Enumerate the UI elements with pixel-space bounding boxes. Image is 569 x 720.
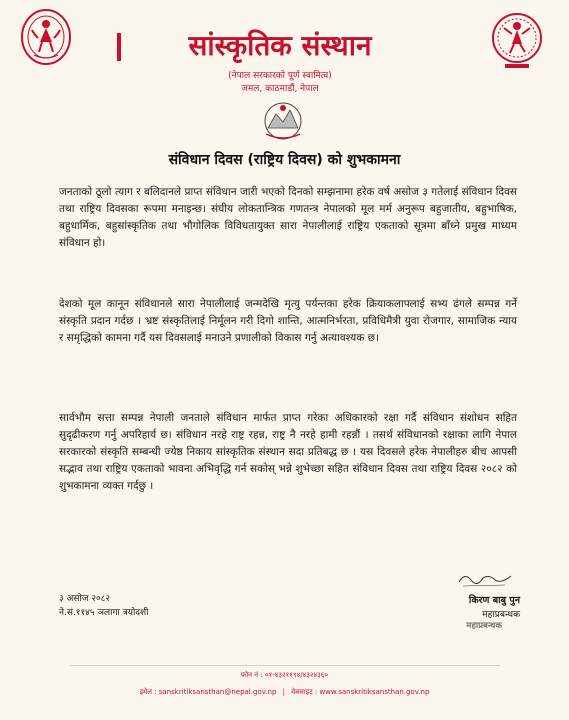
body-paragraph-1: जनताको ठूलो त्याग र बलिदानले प्राप्त संविधान जारी भएको दिनको सम्झनामा हरेक वर्ष असोज ३ गतेलाई संविधान दिवस तथा राष्ट्रिय दिवसका रूपमा मनाइन्छ। संघीय लोकतान्त्रिक गणतन्त्र नेपालको मूल मर्म अनुरूप बहुजातीय, बहुभाषिक, बहुधार्मिक, बहुसांस्कृतिक तथा भौगोलिक विविधतायुक्त सारा नेपालीलाई राष्ट्रिय एकताको सूत्रमा बाँध्ने प्रमुख माध्यम संविधान हो। (59, 186, 517, 249)
notice-title: संविधान दिवस (राष्ट्रिय दिवस) को शुभकामना (168, 152, 401, 168)
official-stamp: महाप्रबन्धक (466, 621, 502, 631)
footer-separator: | (282, 688, 285, 696)
issue-date: ३ असोज २०८२ (59, 594, 111, 604)
organization-name: सांस्कृतिक संस्थान (188, 29, 372, 62)
signer-title: महाप्रबन्धक (482, 610, 520, 620)
footer-divider (70, 665, 500, 666)
nepal-sambat-date: ने.सं.११४५ ञलागा त्रयोदशी (59, 608, 149, 618)
footer-email[interactable]: इमेल : sanskritiksansthan@nepal.gov.np (139, 688, 277, 696)
organization-subtitle: (नेपाल सरकारको पूर्ण स्वामित्व) (228, 71, 332, 81)
footer-website[interactable]: वेबसाइट : www.sanskritiksansthan.gov.np (291, 688, 430, 696)
body-paragraph-2: देशको मूल कानून संविधानले सारा नेपालीलाई जन्मदेखि मृत्यु पर्यन्तका हरेक क्रियाकलापलाई सभ्य ढंगले सम्पन्न गर्ने संस्कृति प्रदान गर्दछ । भ्रष्ट संस्कृतिलाई निर्मूलन गरी दिगो शान्ति, आत्मनिर्भरता, प्रविधिमैत्री युवा रोजगार, सामाजिक न्याय र समृद्धिको कामना गर्दै यस दिवसलाई मनाउने प्रणालीको विकास गर्नु अत्यावश्यक छ। (59, 298, 517, 344)
letterhead-divider (117, 33, 121, 61)
footer-phone: फोन नं : ०१-४३२११९४/४३२४३६० (240, 671, 329, 679)
institute-logo-icon (20, 8, 72, 66)
body-paragraph-3: सार्वभौम सत्ता सम्पन्न नेपाली जनताले संविधान मार्फत प्राप्त गरेका अधिकारको रक्षा गर्दै संविधान संशोधन सहित सुदृढीकरण गर्नु अपरिहार्य छ। संविधान नरहे राष्ट्र रहन्न, राष्ट्र नै नरहे हामी रहन्नौं । तसर्थ संविधानको रक्षाका लागि नेपाल सरकारको संस्कृति सम्बन्धी ज्येष्ठ निकाय सांस्कृतिक संस्थान सदा प्रतिबद्ध छ । यस दिवसले हरेक नेपालीहरु बीच आपसी सद्भाव तथा राष्ट्रिय एकताको भावना अभिवृद्धि गर्न सकोस् भन्ने शुभेच्छा सहित संविधान दिवस तथा राष्ट्रिय दिवस २०८२ को शुभकामना व्यक्त गर्दछु । (59, 412, 517, 492)
signer-name: किरण बाबु पुन (468, 595, 520, 606)
organization-address: जमल, काठमाडौं, नेपाल (241, 84, 319, 94)
signature-icon (455, 568, 515, 590)
dancer-logo-icon (491, 8, 543, 70)
national-emblem-icon (256, 100, 310, 142)
footer-contact-line (0, 688, 569, 697)
